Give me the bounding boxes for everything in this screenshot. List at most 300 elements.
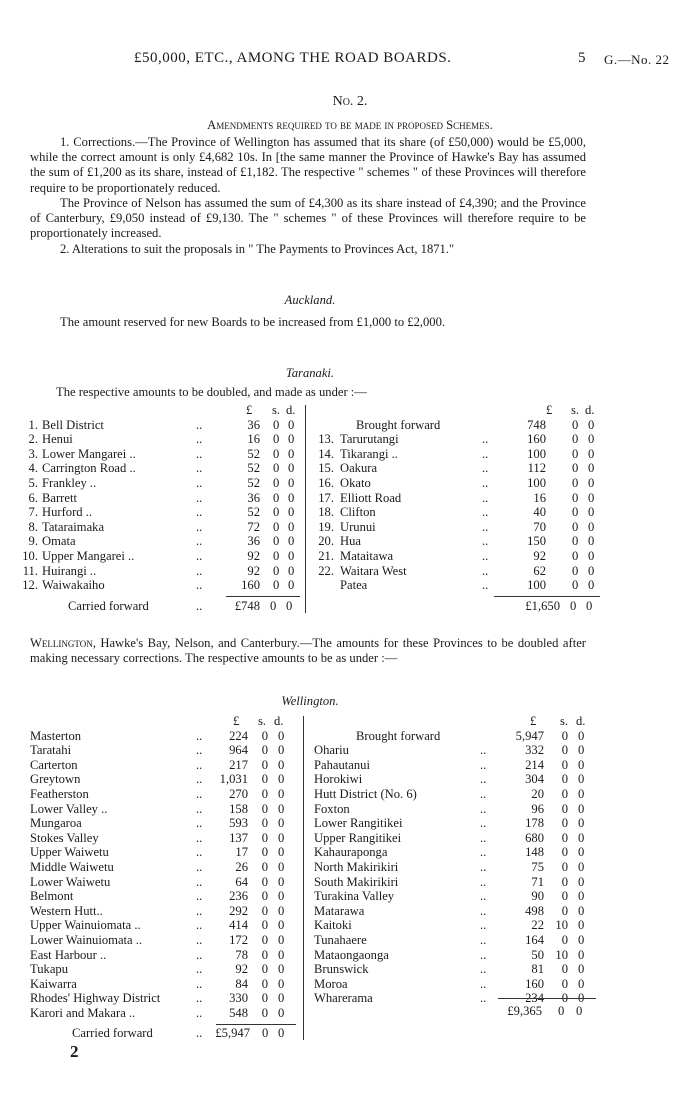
road-district-name: Pahautanui <box>314 757 370 772</box>
road-district-name: Wharerama <box>314 991 373 1006</box>
leader-dots: .. <box>480 845 487 860</box>
amount-pounds: 304 <box>525 772 544 787</box>
amount-pence: 0 <box>588 548 595 563</box>
taranaki-heading: Taranaki. <box>285 366 335 380</box>
amount-pence: 0 <box>578 991 585 1006</box>
row-number: 6. <box>28 490 38 505</box>
leader-dots: .. <box>482 490 489 505</box>
amount-shillings: 0 <box>561 757 568 772</box>
row-number: 13. <box>318 432 334 447</box>
road-district-name: Tataraimaka <box>42 519 105 534</box>
amount-pounds: 236 <box>229 889 248 904</box>
amount-pence: 0 <box>278 991 285 1006</box>
road-district-name: Ohariu <box>314 743 349 758</box>
road-district-name: Upper Waiwetu <box>30 845 109 860</box>
amount-shillings: 0 <box>572 461 579 476</box>
row-number: 11. <box>22 563 38 578</box>
sum-rule <box>226 596 300 597</box>
brought-pence: 0 <box>578 728 585 743</box>
amount-pounds: 172 <box>229 932 248 947</box>
leader-dots: .. <box>480 859 487 874</box>
leader-dots: .. <box>196 598 203 613</box>
table-row <box>0 787 700 802</box>
amount-pounds: 964 <box>229 743 248 758</box>
amount-shillings: 0 <box>273 519 280 534</box>
amount-shillings: 0 <box>261 903 268 918</box>
amount-shillings: 0 <box>561 889 568 904</box>
table-row <box>0 948 700 963</box>
road-district-name: Rhodes' Highway District <box>30 991 161 1006</box>
road-district-name: Tunahaere <box>314 932 367 947</box>
table-row <box>0 505 700 520</box>
table-row <box>0 845 700 860</box>
carried-pounds: £5,947 <box>215 1026 250 1041</box>
amount-pence: 0 <box>278 947 285 962</box>
amendments-heading: Amendments required to be made in proposed Schemes. <box>207 118 493 132</box>
shilling-header: s. <box>560 714 569 728</box>
carried-forward-label: Carried forward <box>68 598 149 613</box>
amount-shillings: 0 <box>572 534 579 549</box>
row-number: 12. <box>22 578 38 593</box>
amount-pounds: 36 <box>247 417 260 432</box>
amount-pounds: 150 <box>527 534 546 549</box>
amount-pence: 0 <box>278 816 285 831</box>
amount-pence: 0 <box>588 563 595 578</box>
amount-shillings: 0 <box>273 548 280 563</box>
carried-forward-label: Carried forward <box>72 1026 153 1041</box>
amount-pounds: 52 <box>247 475 260 490</box>
amount-pence: 0 <box>578 830 585 845</box>
leader-dots: .. <box>480 903 487 918</box>
road-district-name: Mataitawa <box>340 548 394 563</box>
leader-dots: .. <box>196 932 203 947</box>
amount-shillings: 0 <box>273 417 280 432</box>
amount-pounds: 164 <box>525 932 544 947</box>
amount-shillings: 0 <box>561 874 568 889</box>
pound-header: £ <box>233 714 240 728</box>
leader-dots: .. <box>196 1005 203 1020</box>
amount-pounds: 26 <box>235 859 248 874</box>
amount-pounds: 36 <box>247 490 260 505</box>
amount-pence: 0 <box>578 889 585 904</box>
amount-shillings: 0 <box>561 816 568 831</box>
amount-pence: 0 <box>578 976 585 991</box>
amount-pounds: 62 <box>533 563 546 578</box>
amount-shillings: 0 <box>572 548 579 563</box>
leader-dots: .. <box>196 519 203 534</box>
road-district-name: Karori and Makara .. <box>30 1005 136 1020</box>
amount-pounds: 100 <box>527 475 546 490</box>
carried-pounds: £748 <box>234 598 260 613</box>
leader-dots: .. <box>196 505 203 520</box>
row-number: 7. <box>28 505 38 520</box>
table-row <box>0 564 700 579</box>
amount-pence: 0 <box>578 859 585 874</box>
road-district-name: Tukapu <box>30 962 69 977</box>
road-district-name: Belmont <box>30 889 74 904</box>
leader-dots: .. <box>480 786 487 801</box>
amount-pounds: 52 <box>247 446 260 461</box>
amount-pence: 0 <box>578 743 585 758</box>
amount-pence: 0 <box>588 519 595 534</box>
wellington-note <box>30 636 586 666</box>
amount-pence: 0 <box>288 475 295 490</box>
amount-shillings: 0 <box>273 461 280 476</box>
amount-shillings: 0 <box>561 801 568 816</box>
taranaki-total-pounds: £1,650 <box>525 598 560 613</box>
leader-dots: .. <box>480 932 487 947</box>
leader-dots: .. <box>196 563 203 578</box>
amount-shillings: 0 <box>261 1005 268 1020</box>
road-district-name: Oakura <box>340 461 378 476</box>
leader-dots: .. <box>482 461 489 476</box>
amount-pounds: 72 <box>247 519 260 534</box>
brought-pence: 0 <box>588 417 595 432</box>
road-district-name: Elliott Road <box>340 490 402 505</box>
amount-pounds: 16 <box>247 432 260 447</box>
amount-shillings: 0 <box>561 845 568 860</box>
taranaki-intro: The respective amounts to be doubled, and made as under :— <box>56 385 367 399</box>
carried-pence: 0 <box>286 598 293 613</box>
leader-dots: .. <box>196 534 203 549</box>
amount-pence: 0 <box>288 490 295 505</box>
wellington-total-pence: 0 <box>576 1004 583 1018</box>
amount-shillings: 0 <box>273 475 280 490</box>
leader-dots: .. <box>482 563 489 578</box>
amount-shillings: 0 <box>261 801 268 816</box>
leader-dots: .. <box>196 548 203 563</box>
amount-pence: 0 <box>278 728 285 743</box>
amount-pounds: 70 <box>533 519 546 534</box>
brought-pounds: 5,947 <box>515 728 544 743</box>
paragraph-nelson-canterbury: The Province of Nelson has assumed the sum of £4,300 as its share instead of £4,390; and the Province of Canterbury, £9,050 instead of £9,130. The " schemes " of these Provinces will therefore require to be proportionately increased. <box>30 196 586 241</box>
brought-shillings: 0 <box>561 728 568 743</box>
table-row <box>0 904 700 919</box>
table-row <box>0 933 700 948</box>
amount-pounds: 217 <box>229 757 248 772</box>
leader-dots: .. <box>480 962 487 977</box>
road-district-name: Lower Rangitikei <box>314 816 403 831</box>
amount-pence: 0 <box>588 505 595 520</box>
leader-dots: .. <box>482 548 489 563</box>
sum-rule <box>494 596 600 597</box>
amount-pence: 0 <box>278 845 285 860</box>
table-row <box>0 743 700 758</box>
amount-shillings: 0 <box>572 475 579 490</box>
road-district-name: Hutt District (No. 6) <box>314 786 417 801</box>
road-district-name: Mungaroa <box>30 816 82 831</box>
leader-dots: .. <box>196 728 203 743</box>
row-number: 22. <box>318 563 334 578</box>
pound-header: £ <box>530 714 537 728</box>
table-row <box>0 889 700 904</box>
road-district-name: Lower Valley .. <box>30 801 108 816</box>
table-row <box>0 860 700 875</box>
table-row <box>0 977 700 992</box>
road-district-name: Waitara West <box>340 563 407 578</box>
table-row <box>0 534 700 549</box>
table-row <box>0 491 700 506</box>
row-number: 4. <box>28 461 38 476</box>
road-district-name: Carrington Road .. <box>42 461 136 476</box>
amount-shillings: 0 <box>261 874 268 889</box>
brought-shillings: 0 <box>572 417 579 432</box>
amount-shillings: 0 <box>561 962 568 977</box>
amount-pounds: 148 <box>525 845 544 860</box>
leader-dots: .. <box>196 757 203 772</box>
pence-header: d. <box>274 714 284 728</box>
pound-header: £ <box>246 403 253 417</box>
wellington-note-text: , Hawke's Bay, Nelson, and Canterbury.—The amounts for these Provinces to be doubled after making necessary corrections. The respective amounts to be as under :— <box>30 636 586 666</box>
signature-mark: 2 <box>70 1042 79 1061</box>
amount-pounds: 548 <box>229 1005 248 1020</box>
amount-shillings: 0 <box>261 918 268 933</box>
road-district-name: Bell District <box>42 417 104 432</box>
amount-pence: 0 <box>278 830 285 845</box>
table-row <box>0 461 700 476</box>
amount-pence: 0 <box>278 743 285 758</box>
leader-dots: .. <box>196 991 203 1006</box>
road-district-name: Kaitoki <box>314 918 352 933</box>
paragraph-alterations: 2. Alterations to suit the proposals in " The Payments to Provinces Act, 1871." <box>60 242 455 256</box>
table-row <box>0 816 700 831</box>
brought-forward-label: Brought forward <box>356 728 441 743</box>
amount-pounds: 50 <box>531 947 544 962</box>
road-district-name: Tikarangi .. <box>340 446 398 461</box>
road-district-name: Okato <box>340 475 371 490</box>
amount-pence: 0 <box>278 962 285 977</box>
amount-pounds: 414 <box>229 918 248 933</box>
leader-dots: .. <box>480 889 487 904</box>
leader-dots: .. <box>196 859 203 874</box>
carried-shillings: 0 <box>270 598 277 613</box>
amount-pence: 0 <box>288 519 295 534</box>
amount-shillings: 10 <box>555 947 568 962</box>
amount-pounds: 64 <box>235 874 248 889</box>
amount-shillings: 0 <box>261 772 268 787</box>
amount-pence: 0 <box>288 461 295 476</box>
amount-shillings: 0 <box>561 859 568 874</box>
road-district-name: Foxton <box>314 801 350 816</box>
road-district-name: Hua <box>340 534 361 549</box>
amount-pence: 0 <box>288 432 295 447</box>
road-district-name: Middle Waiwetu <box>30 859 114 874</box>
amount-shillings: 0 <box>261 743 268 758</box>
amount-pence: 0 <box>578 932 585 947</box>
amount-pence: 0 <box>278 757 285 772</box>
amount-pounds: 224 <box>229 728 248 743</box>
amount-pounds: 1,031 <box>219 772 248 787</box>
amount-pounds: 78 <box>235 947 248 962</box>
amount-shillings: 0 <box>572 490 579 505</box>
amount-pounds: 92 <box>235 962 248 977</box>
road-district-name: Kahauraponga <box>314 845 388 860</box>
amount-pounds: 158 <box>229 801 248 816</box>
road-district-name: Carterton <box>30 757 78 772</box>
table-row <box>0 918 700 933</box>
amount-pounds: 90 <box>531 889 544 904</box>
amount-pounds: 52 <box>247 461 260 476</box>
road-district-name: Turakina Valley <box>314 889 395 904</box>
leader-dots: .. <box>482 446 489 461</box>
amount-pounds: 92 <box>247 548 260 563</box>
table-row <box>0 962 700 977</box>
column-divider <box>303 716 304 1040</box>
paragraph-corrections: 1. Corrections.—The Province of Wellington has assumed that its share (of £50,000) would be £5,000, while the correct amount is only £4,682 10s. In [the same manner the Province of Hawke's Bay has assumed the sum of £1,200 as its share, instead of £1,182. The respective " schemes " of these Provinces will therefore require to be proportionately reduced. <box>30 135 586 195</box>
amount-pounds: 20 <box>531 786 544 801</box>
amount-shillings: 10 <box>555 918 568 933</box>
amount-pounds: 81 <box>531 962 544 977</box>
amount-pence: 0 <box>278 859 285 874</box>
amount-pence: 0 <box>588 461 595 476</box>
amount-shillings: 0 <box>261 728 268 743</box>
road-district-name: Omata <box>42 534 76 549</box>
table-row <box>0 1006 700 1021</box>
amount-pence: 0 <box>278 932 285 947</box>
leader-dots: .. <box>196 432 203 447</box>
table-row <box>0 578 700 593</box>
amount-pence: 0 <box>278 889 285 904</box>
road-district-name: Upper Rangitikei <box>314 830 402 845</box>
table-row <box>0 418 700 433</box>
amount-shillings: 0 <box>572 578 579 593</box>
amount-pence: 0 <box>288 446 295 461</box>
amount-shillings: 0 <box>261 845 268 860</box>
leader-dots: .. <box>480 830 487 845</box>
amount-pence: 0 <box>278 801 285 816</box>
row-number: 21. <box>318 548 334 563</box>
road-district-name: South Makirikiri <box>314 874 399 889</box>
road-district-name: Urunui <box>340 519 376 534</box>
leader-dots: .. <box>196 903 203 918</box>
amount-pounds: 234 <box>525 991 544 1006</box>
amount-shillings: 0 <box>273 446 280 461</box>
amount-pence: 0 <box>278 903 285 918</box>
amount-pence: 0 <box>288 578 295 593</box>
amount-pounds: 680 <box>525 830 544 845</box>
leader-dots: .. <box>480 816 487 831</box>
row-number: 1. <box>28 417 38 432</box>
amount-shillings: 0 <box>273 432 280 447</box>
amount-pence: 0 <box>278 786 285 801</box>
row-number: 16. <box>318 475 334 490</box>
amount-pence: 0 <box>288 548 295 563</box>
leader-dots: .. <box>196 845 203 860</box>
amount-pounds: 112 <box>527 461 546 476</box>
leader-dots: .. <box>196 578 203 593</box>
amount-shillings: 0 <box>273 505 280 520</box>
amount-shillings: 0 <box>261 932 268 947</box>
amount-shillings: 0 <box>572 519 579 534</box>
amount-pence: 0 <box>278 976 285 991</box>
row-number: 8. <box>28 519 38 534</box>
amount-pence: 0 <box>288 417 295 432</box>
wellington-note-lead: Wellington <box>30 636 93 650</box>
leader-dots: .. <box>196 1026 203 1041</box>
wellington-header-row <box>0 714 700 729</box>
leader-dots: .. <box>196 816 203 831</box>
amount-shillings: 0 <box>572 446 579 461</box>
road-district-name: Clifton <box>340 505 376 520</box>
amount-pounds: 100 <box>527 578 546 593</box>
road-district-name: Lower Mangarei .. <box>42 446 136 461</box>
leader-dots: .. <box>196 446 203 461</box>
pound-header: £ <box>546 403 553 417</box>
table-row <box>0 432 700 447</box>
amount-shillings: 0 <box>273 578 280 593</box>
leader-dots: .. <box>480 757 487 772</box>
amount-shillings: 0 <box>261 786 268 801</box>
amount-pounds: 160 <box>241 578 260 593</box>
amount-shillings: 0 <box>572 563 579 578</box>
amount-shillings: 0 <box>261 962 268 977</box>
amount-pence: 0 <box>578 874 585 889</box>
table-row <box>0 758 700 773</box>
amount-pence: 0 <box>578 772 585 787</box>
row-number: 19. <box>318 519 334 534</box>
pence-header: d. <box>286 403 296 417</box>
taranaki-carried-row <box>0 599 700 614</box>
road-district-name: East Harbour .. <box>30 947 107 962</box>
shilling-header: s. <box>272 403 281 417</box>
amount-pence: 0 <box>288 534 295 549</box>
leader-dots: .. <box>196 786 203 801</box>
amount-pence: 0 <box>578 962 585 977</box>
table-row <box>0 447 700 462</box>
amount-shillings: 0 <box>561 786 568 801</box>
amount-pence: 0 <box>578 918 585 933</box>
road-district-name: Frankley .. <box>42 475 97 490</box>
leader-dots: .. <box>196 461 203 476</box>
leader-dots: .. <box>196 801 203 816</box>
brought-pounds: 748 <box>527 417 546 432</box>
road-district-name: Taratahi <box>30 743 72 758</box>
road-district-name: Moroa <box>314 976 348 991</box>
amount-shillings: 0 <box>561 903 568 918</box>
amount-pounds: 40 <box>533 505 546 520</box>
carried-shillings: 0 <box>262 1026 269 1041</box>
amount-pounds: 332 <box>525 743 544 758</box>
taranaki-table <box>0 403 700 613</box>
amount-pounds: 137 <box>229 830 248 845</box>
road-district-name: Stokes Valley <box>30 830 99 845</box>
row-number: 9. <box>28 534 38 549</box>
table-row <box>0 520 700 535</box>
amount-pounds: 178 <box>525 816 544 831</box>
amount-pence: 0 <box>278 772 285 787</box>
road-district-name: Greytown <box>30 772 81 787</box>
amount-pounds: 52 <box>247 505 260 520</box>
amount-pence: 0 <box>578 786 585 801</box>
amount-pence: 0 <box>588 446 595 461</box>
amount-shillings: 0 <box>273 490 280 505</box>
road-district-name: Huirangi .. <box>42 563 97 578</box>
amount-pence: 0 <box>578 947 585 962</box>
amount-pounds: 593 <box>229 816 248 831</box>
wellington-total-shillings: 0 <box>558 1004 565 1018</box>
shilling-header: s. <box>258 714 267 728</box>
amount-shillings: 0 <box>561 830 568 845</box>
paper-reference: G.—No. 22 <box>604 52 670 67</box>
amount-shillings: 0 <box>261 976 268 991</box>
amount-pounds: 36 <box>247 534 260 549</box>
row-number: 20. <box>318 534 334 549</box>
amount-shillings: 0 <box>561 932 568 947</box>
amount-pounds: 17 <box>235 845 248 860</box>
amount-pence: 0 <box>278 1005 285 1020</box>
road-district-name: Featherston <box>30 786 89 801</box>
taranaki-total-pence: 0 <box>586 598 593 613</box>
